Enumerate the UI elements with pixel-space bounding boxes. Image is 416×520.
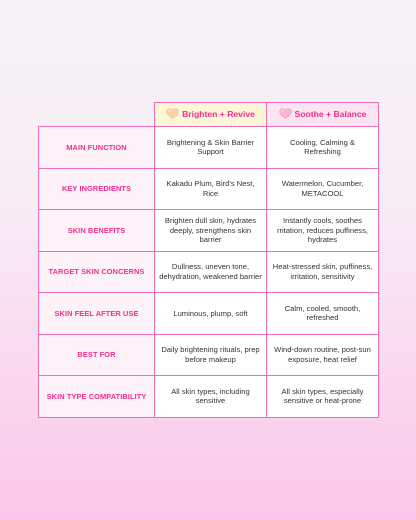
cell-soothe-balance: Instantly cools, soothes rritation, reduces puffiness, hydrates xyxy=(267,210,379,252)
cell-brighten-revive: Dullness, uneven tone, dehydration, weakened barrier xyxy=(155,251,267,293)
heart-icon xyxy=(166,108,179,119)
cell-brighten-revive: All skin types, including sensitive xyxy=(155,376,267,418)
row-label: SKIN TYPE COMPATIBILITY xyxy=(39,376,155,418)
table-row xyxy=(39,168,379,210)
table-row xyxy=(39,210,379,252)
cell-soothe-balance: All skin types, especially sensitive or heat-prone xyxy=(267,376,379,418)
column-header-brighten-revive xyxy=(155,103,267,127)
row-label: MAIN FUNCTION xyxy=(39,127,155,169)
row-label: TARGET SKIN CONCERNS xyxy=(39,251,155,293)
heart-icon xyxy=(279,108,292,119)
cell-soothe-balance: Heat-stressed skin, puffiness, irritation, sensitivity xyxy=(267,251,379,293)
header-row xyxy=(39,103,379,127)
cell-soothe-balance: Wind-down routine, post-sun exposure, heat relief xyxy=(267,334,379,376)
cell-soothe-balance: Cooling, Calming & Refreshing xyxy=(267,127,379,169)
table-row xyxy=(39,251,379,293)
cell-soothe-balance: Calm, cooled, smooth, refreshed xyxy=(267,293,379,335)
row-label: SKIN BENEFITS xyxy=(39,210,155,252)
comparison-table xyxy=(38,102,379,418)
cell-brighten-revive: Brighten dull skin, hydrates deeply, strengthens skin barrier xyxy=(155,210,267,252)
row-label: BEST FOR xyxy=(39,334,155,376)
row-label: KEY INGREDIENTS xyxy=(39,168,155,210)
table-row xyxy=(39,376,379,418)
cell-brighten-revive: Luminous, plump, soft xyxy=(155,293,267,335)
table-row xyxy=(39,293,379,335)
row-label: SKIN FEEL AFTER USE xyxy=(39,293,155,335)
table-row xyxy=(39,127,379,169)
cell-brighten-revive: Brightening & Skin Barrier Support xyxy=(155,127,267,169)
cell-soothe-balance: Watermelon, Cucumber, METACOOL xyxy=(267,168,379,210)
cell-brighten-revive: Kakadu Plum, Bird's Nest, Rice xyxy=(155,168,267,210)
column-header-soothe-balance xyxy=(267,103,379,127)
cell-brighten-revive: Daily brightening rituals, prep before makeup xyxy=(155,334,267,376)
column-title-a: Brighten + Revive xyxy=(182,108,255,119)
column-title-b: Soothe + Balance xyxy=(294,108,367,119)
table-row xyxy=(39,334,379,376)
corner-cell xyxy=(39,103,155,127)
